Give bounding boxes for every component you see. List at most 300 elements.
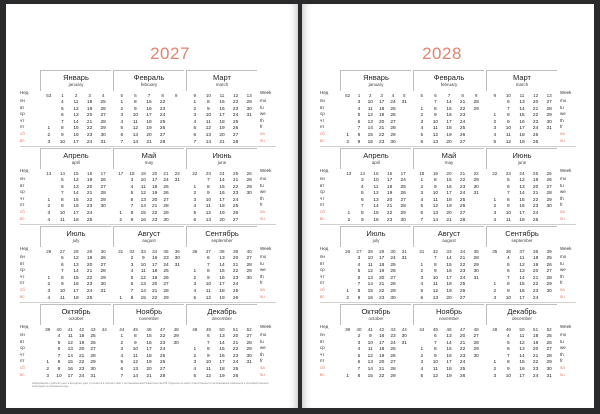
month-name-en: april [71,160,81,165]
day-number: 26 [532,139,539,145]
day-number: 21 [532,191,539,197]
day-number: 14 [432,217,439,223]
weekday-label: пн [20,176,25,181]
day-number: 5 [361,191,364,197]
day-number: 6 [357,360,361,366]
day-number: 30 [174,256,180,261]
week-numbers [342,92,410,100]
day-number: 28 [473,256,479,261]
day-number: 13 [432,211,439,216]
day-number: 6 [207,334,210,339]
day-number: 23 [459,353,466,359]
day-number: 9 [507,204,510,210]
day-number: 18 [73,295,79,301]
day-number: 5 [130,275,134,281]
day-number: 18 [151,184,158,190]
day-number: 9 [134,340,137,346]
weekday-label: ср [320,189,325,195]
week-numbers [115,92,183,100]
day-number: 15 [140,295,146,301]
week-number: 23 [505,171,511,176]
day-number: 9 [361,217,364,223]
day-number: 1 [346,133,349,138]
day-number: 11 [59,217,65,223]
week-number: 38 [219,249,225,254]
day-number: 14 [140,289,146,294]
day-number: 11 [373,184,379,190]
day-number: 29 [100,275,106,281]
month-block [486,146,558,222]
week-number-label: Нед [320,168,329,173]
month-block [40,68,112,144]
day-number: 28 [246,178,252,183]
day-number: 1 [346,373,349,379]
month-block [40,302,112,378]
day-number: 6 [130,282,134,288]
day-number: 2 [493,119,497,125]
day-number: 29 [90,360,96,366]
week-number: 19 [432,171,438,176]
day-number: 20 [446,211,452,216]
day-number: 30 [100,282,106,288]
day-number: 2 [47,133,51,138]
weekday-label: пт [320,280,325,286]
day-number: 5 [120,126,124,132]
day-number: 25 [159,119,166,125]
weekday-label: th [260,117,264,123]
weekday-label: th [560,117,564,123]
day-number: 19 [386,191,393,197]
day-number: 13 [219,334,225,339]
week-number: 40 [356,327,362,332]
week-numbers [42,248,110,256]
week-number: 20 [152,171,158,176]
weekday-label: fr [260,358,263,364]
day-number: 5 [507,340,510,346]
week-numbers [42,170,110,178]
day-number: 7 [207,178,210,183]
week-number: 23 [205,171,211,176]
day-number: 2 [420,184,424,190]
day-number: 23 [232,106,239,112]
day-number: 20 [151,282,158,288]
week-number: 52 [546,327,552,332]
day-number: 14 [373,204,379,210]
week-number-label: Нед [20,168,29,173]
day-number: 31 [100,289,106,294]
day-number: 11 [205,204,211,210]
weekday-label: ср [20,189,25,195]
week-number: 35 [473,249,479,254]
week-number: 7 [147,93,151,98]
day-number: 22 [159,100,166,105]
day-number: 6 [420,211,424,216]
day-number: 21 [232,262,239,268]
day-number: 3 [420,119,424,125]
day-number: 23 [378,139,385,145]
day-number: 3 [493,373,497,379]
day-number: 6 [120,133,124,138]
day-number: 21 [86,191,93,197]
day-number: 7 [207,262,210,268]
day-number: 22 [232,347,239,353]
day-number: 3 [47,289,51,294]
weekday-labels-en [260,302,276,378]
week-number: 1 [357,93,361,98]
day-number: 7 [357,126,361,132]
week-numbers [42,326,110,334]
day-number: 12 [432,204,439,210]
month-name: Декабрь [507,307,537,316]
day-number: 30 [246,353,252,359]
month-name: Июль [66,229,86,238]
month-block [413,302,485,378]
day-number: 25 [532,217,539,223]
day-number: 25 [232,204,239,210]
day-number: 4 [193,119,197,125]
day-number: 11 [205,119,211,125]
day-number: 23 [459,113,466,119]
day-number: 20 [378,360,385,366]
day-number: 3 [120,113,124,119]
day-number: 5 [420,133,424,138]
month-name-en: february [140,82,158,87]
weekday-label: пт [20,280,25,286]
weekday-labels-ru [320,224,338,300]
weekday-label: sa [560,364,565,370]
month-header [413,226,484,247]
day-number: 5 [420,373,424,379]
weekday-label: пн [320,176,325,181]
day-number: 12 [140,191,146,197]
day-number: 5 [357,353,361,359]
day-number: 8 [207,269,210,275]
day-number: 7 [434,340,437,346]
week-number: 26 [46,249,52,254]
month-header [413,70,484,91]
day-number: 14 [73,269,79,275]
week-number: 36 [192,249,198,254]
day-number: 30 [473,269,479,275]
week-number: 15 [73,171,79,176]
day-number: 30 [390,139,396,145]
week-numbers [488,248,556,256]
week-numbers [188,326,256,334]
day-number: 3 [47,211,51,216]
day-number: 29 [546,360,552,366]
weekday-label: пн [20,98,25,103]
weekday-label: fr [560,280,563,286]
day-number: 8 [357,133,361,138]
day-number: 13 [73,262,79,268]
day-number: 10 [59,211,66,216]
week-number: 2 [74,93,78,98]
day-number: 10 [132,347,139,353]
month-header [340,304,411,325]
day-number: 30 [390,295,396,301]
week-numbers [488,326,556,334]
day-number: 10 [432,360,439,366]
weekday-label: mo [560,98,567,103]
day-number: 25 [459,126,466,132]
day-number: 9 [357,295,361,301]
week-number: 1 [61,93,64,98]
month-name-en: december [211,316,232,321]
day-number: 15 [219,100,225,105]
day-number: 8 [207,347,210,353]
day-number: 27 [163,282,169,288]
day-number: 12 [519,262,525,268]
day-number: 13 [446,334,452,339]
day-number: 28 [473,340,479,346]
week-number: 24 [519,171,525,176]
day-number: 9 [207,275,210,281]
week-number: 10 [505,93,511,98]
day-number: 2 [493,367,497,372]
day-number: 7 [61,119,64,125]
weekday-label: tu [560,104,564,110]
month-header [40,70,111,91]
week-number: 31 [401,249,407,254]
week-number: 29 [87,249,93,254]
weekday-label: сб [20,364,25,370]
day-number: 15 [367,133,373,138]
day-number: 24 [390,100,396,105]
day-number: 12 [367,269,373,275]
week-number: 48 [192,327,198,332]
month-name: Сентябрь [205,229,239,238]
day-number: 8 [357,373,361,379]
week-number: 51 [233,327,239,332]
weekday-label: su [560,137,565,143]
day-number: 13 [67,347,73,353]
day-number: 27 [159,133,166,138]
weekday-label: вт [320,182,325,188]
day-number: 30 [90,367,96,372]
day-number: 27 [246,256,252,261]
week-number-label: Нед [320,246,329,251]
day-number: 18 [146,119,152,125]
week-number-label: Week [560,90,572,95]
day-number: 2 [357,334,361,339]
day-number: 23 [532,367,539,372]
day-number: 5 [193,295,197,301]
day-number: 17 [519,295,525,301]
day-number: 30 [400,217,406,223]
weekday-labels-en [560,224,576,300]
month-header [113,304,184,325]
month-name: Июль [366,229,386,238]
day-number: 16 [446,113,452,119]
day-number: 8 [507,197,510,203]
month-header [340,70,411,91]
day-number: 4 [61,100,64,105]
day-number: 8 [434,106,437,112]
day-number: 15 [446,178,452,183]
month-header [340,226,411,247]
day-number: 31 [100,139,106,145]
weekday-label: вт [320,260,325,266]
day-number: 4 [357,106,361,112]
week-number: 31 [118,249,124,254]
day-number: 10 [432,119,439,125]
week-number: 9 [193,93,197,98]
day-number: 12 [205,295,212,301]
month-block [113,224,185,300]
day-number: 16 [446,184,452,190]
week-number: 9 [474,93,478,98]
weekday-label: th [260,273,264,279]
day-number: 24 [532,373,539,379]
day-number: 31 [473,191,479,197]
week-number: 28 [367,249,373,254]
day-number: 23 [163,256,169,261]
week-number: 25 [233,171,239,176]
day-number: 30 [401,334,407,339]
day-number: 30 [473,353,479,359]
day-number: 12 [205,126,212,132]
day-number: 24 [159,113,166,119]
day-number: 5 [357,269,361,275]
week-number: 37 [519,249,525,254]
day-number: 17 [151,262,158,268]
weekday-label: вс [20,137,25,143]
day-number: 3 [47,139,51,145]
weekday-label: sa [260,208,265,214]
day-number: 2 [46,367,49,372]
day-number: 11 [432,282,438,288]
day-number: 21 [378,126,385,132]
day-number: 22 [386,211,393,216]
weekday-label: tu [260,182,264,188]
day-number: 15 [446,262,452,268]
week-number: 16 [387,171,393,176]
day-number: 24 [459,275,466,281]
day-number: 13 [519,269,525,275]
week-number: 14 [59,171,65,176]
weekday-label: mo [260,176,267,181]
day-number: 17 [378,256,385,261]
week-number: 39 [546,249,552,254]
day-number: 9 [207,191,210,197]
day-number: 14 [219,178,225,183]
week-number: 29 [379,249,385,254]
day-number: 16 [446,269,452,275]
day-number: 22 [459,262,466,268]
day-number: 14 [367,282,373,288]
month-name-en: january [368,82,384,87]
day-number: 6 [130,197,134,203]
weekday-label: tu [560,182,564,188]
week-number-label: Нед [20,90,29,95]
day-number: 30 [246,275,252,281]
day-number: 1 [47,275,51,281]
month-header [40,148,111,169]
weekday-label: su [560,215,565,221]
day-number: 6 [57,347,61,353]
day-number: 30 [163,217,169,223]
weekday-label: вт [20,182,25,188]
day-number: 11 [367,347,373,353]
day-number: 12 [67,340,73,346]
day-number: 21 [86,269,93,275]
day-number: 25 [546,256,552,261]
day-number: 7 [120,373,124,379]
day-number: 30 [546,204,552,210]
day-number: 11 [205,367,211,372]
day-number: 19 [151,191,158,197]
month-name-en: september [211,238,233,243]
day-number: 5 [193,373,197,379]
weekday-label: we [560,345,566,351]
day-number: 21 [459,100,466,105]
week-number: 53 [46,93,52,98]
month-block [486,224,558,300]
week-number: 48 [492,327,498,332]
month-name-en: december [511,316,532,321]
month-block [186,224,258,300]
weekday-label: we [260,267,266,273]
day-number: 27 [232,133,239,138]
day-number: 19 [446,133,452,138]
day-number: 21 [459,256,466,261]
day-number: 3 [193,360,197,366]
day-number: 14 [446,256,452,261]
day-number: 4 [493,133,497,138]
day-number: 20 [446,139,452,145]
day-number: 30 [100,204,106,210]
week-number: 17 [400,171,406,176]
day-number: 6 [357,275,361,281]
week-number-label: Week [560,168,572,173]
day-number: 19 [446,373,452,379]
month-header [113,226,184,247]
day-number: 27 [90,347,96,353]
day-number: 10 [505,126,512,132]
week-number: 28 [73,249,79,254]
day-number: 21 [151,289,158,294]
day-number: 24 [232,282,239,288]
day-number: 5 [61,178,64,183]
day-number: 19 [219,211,225,216]
weekday-label: mo [260,98,267,103]
weekday-label: mo [560,176,567,181]
day-number: 16 [519,204,525,210]
day-number: 2 [420,353,424,359]
day-number: 11 [432,126,438,132]
month-block [40,224,112,300]
month-block [186,68,258,144]
weekday-label: сб [20,286,25,292]
month-block [340,302,412,378]
day-number: 20 [532,347,539,353]
day-number: 22 [459,106,466,112]
day-number: 16 [367,139,373,145]
day-number: 15 [519,113,525,119]
day-number: 3 [130,178,134,183]
day-number: 9 [61,133,64,138]
day-number: 26 [163,191,169,197]
day-number: 17 [378,100,385,105]
day-number: 27 [232,217,239,223]
day-number: 12 [432,373,439,379]
day-number: 15 [367,289,373,294]
week-number: 43 [90,327,96,332]
day-number: 8 [134,334,137,339]
calendar-page-right [302,4,594,408]
weekday-label: th [560,351,564,357]
week-number: 22 [473,171,479,176]
